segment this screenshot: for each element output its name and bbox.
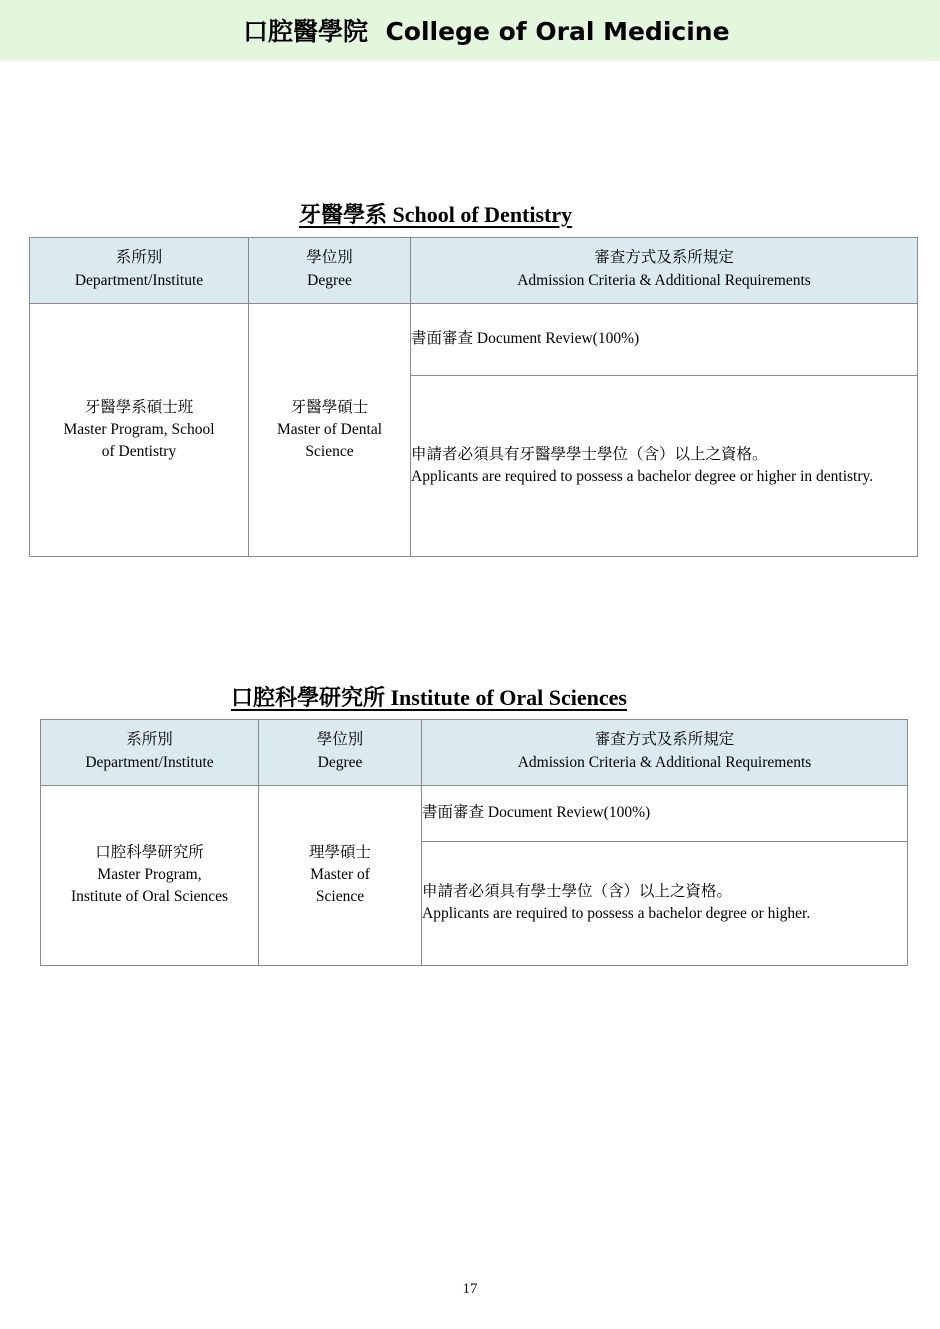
cell-criteria-requirement bbox=[422, 841, 908, 965]
degree-en-line2: Science bbox=[315, 888, 365, 905]
department-cjk: 口腔科學研究所 bbox=[95, 844, 204, 861]
header-degree-cjk: 學位別 bbox=[306, 249, 353, 266]
header-degree-en: Degree bbox=[317, 754, 363, 772]
table-header-department bbox=[30, 238, 249, 304]
department-en-line1: Master Program, bbox=[97, 866, 202, 883]
section-title-dentistry: 牙醫學系 School of Dentistry bbox=[299, 202, 573, 227]
criteria-requirement-en: Applicants are required to possess a bachelor degree or higher. bbox=[422, 905, 811, 922]
cell-criteria-method: 書面審查 Document Review(100%) bbox=[411, 303, 918, 375]
department-cjk: 牙醫學系碩士班 bbox=[84, 398, 194, 416]
table-header-criteria bbox=[422, 720, 908, 786]
page-header-title-en: College of Oral Medicine bbox=[385, 17, 730, 46]
header-degree-cjk: 學位別 bbox=[316, 731, 364, 748]
degree-en-line1: Master of bbox=[310, 866, 370, 883]
header-criteria-en: Admission Criteria & Additional Requirements bbox=[517, 754, 812, 772]
header-department-cjk: 系所別 bbox=[115, 249, 163, 266]
degree-cjk: 牙醫學碩士 bbox=[290, 398, 369, 416]
header-criteria-en: Admission Criteria & Additional Requirements bbox=[517, 272, 811, 290]
cell-criteria-requirement bbox=[411, 375, 918, 556]
department-en-line1: Master Program, School bbox=[63, 420, 215, 438]
degree-cjk: 理學碩士 bbox=[308, 844, 371, 861]
table-institute-of-oral-sciences bbox=[40, 719, 908, 966]
table-header-department bbox=[41, 720, 259, 786]
table-school-of-dentistry bbox=[29, 237, 918, 557]
table-row bbox=[30, 303, 918, 375]
header-criteria-cjk: 審查方式及系所規定 bbox=[594, 249, 734, 266]
table-row bbox=[41, 785, 908, 841]
header-department-en: Department/Institute bbox=[85, 754, 214, 772]
header-department-en: Department/Institute bbox=[74, 272, 204, 290]
table-header-row bbox=[30, 238, 918, 304]
cell-department-name bbox=[41, 785, 259, 965]
table-header-criteria bbox=[411, 238, 918, 304]
department-en-line2: of Dentistry bbox=[101, 442, 177, 460]
page-number: 17 bbox=[462, 1281, 478, 1297]
cell-degree-name bbox=[259, 785, 422, 965]
page-header-title bbox=[243, 12, 730, 48]
cell-degree-name bbox=[249, 303, 411, 556]
table-header-degree bbox=[249, 238, 411, 304]
section-title-oral-sciences: 口腔科學研究所 Institute of Oral Sciences bbox=[231, 685, 627, 710]
table-header-row bbox=[41, 720, 908, 786]
degree-en-line1: Master of Dental bbox=[276, 420, 383, 438]
cell-department-name bbox=[30, 303, 249, 556]
header-department-cjk: 系所別 bbox=[126, 731, 173, 748]
criteria-requirement-cjk: 申請者必須具有學士學位（含）以上之資格。 bbox=[422, 883, 733, 900]
page-header-title-cjk: 口腔醫學院 bbox=[243, 17, 369, 46]
department-en-line2: Institute of Oral Sciences bbox=[70, 888, 229, 905]
table-header-degree bbox=[259, 720, 422, 786]
cell-criteria-method: 書面審查 Document Review(100%) bbox=[422, 785, 908, 841]
criteria-requirement-en: Applicants are required to possess a bachelor degree or higher in dentistry. bbox=[411, 467, 874, 485]
header-criteria-cjk: 審查方式及系所規定 bbox=[594, 731, 735, 748]
degree-en-line2: Science bbox=[305, 442, 354, 460]
header-degree-en: Degree bbox=[307, 272, 352, 290]
criteria-requirement-cjk: 申請者必須具有牙醫學學士學位（含）以上之資格。 bbox=[411, 445, 768, 463]
